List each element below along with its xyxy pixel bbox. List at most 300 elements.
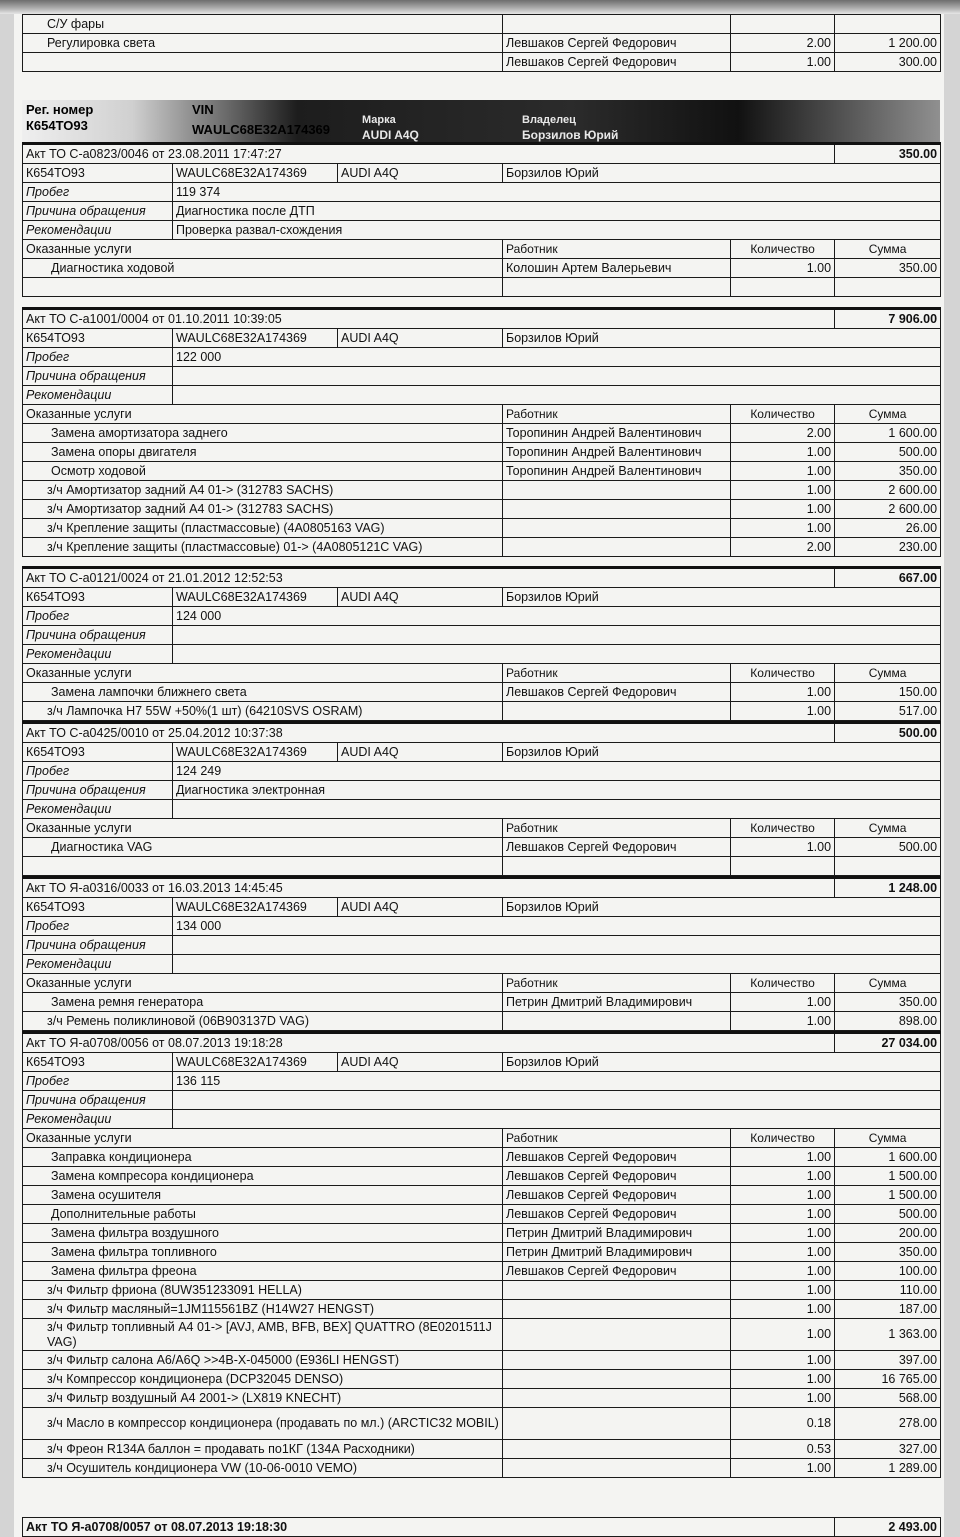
service-name: Замена фильтра воздушного: [23, 1224, 503, 1243]
sum-header: Сумма: [835, 664, 941, 683]
mileage-row: [23, 607, 941, 626]
mileage-value: 134 000: [173, 917, 941, 936]
services-header-row: [23, 1129, 941, 1148]
mileage-value: 136 115: [173, 1072, 941, 1091]
table-row: [23, 1186, 941, 1205]
service-name: Замена опоры двигателя: [23, 443, 503, 462]
reg-number: К654ТО93: [26, 118, 88, 133]
vehicle-row: [23, 164, 941, 183]
reg-number: К654ТО93: [23, 588, 173, 607]
qty-value: 1.00: [731, 1319, 835, 1351]
table-row: [23, 259, 941, 278]
services-header-row: [23, 819, 941, 838]
reason-row: [23, 626, 941, 645]
sum-value: 898.00: [835, 1012, 941, 1031]
qty-value: [731, 15, 835, 34]
col-owner-label: Владелец: [522, 114, 576, 126]
act-title: Акт ТО С-а0425/0010 от 25.04.2012 10:37:38: [23, 723, 835, 743]
make-value: AUDI A4Q: [362, 128, 419, 142]
worker-name: Петрин Дмитрий Владимирович: [503, 1224, 731, 1243]
qty-value: 1.00: [731, 500, 835, 519]
worker-name: [503, 481, 731, 500]
sum-value: 110.00: [835, 1281, 941, 1300]
reason-row: [23, 781, 941, 800]
qty-value: 2.00: [731, 424, 835, 443]
qty-value: 1.00: [731, 519, 835, 538]
table-row: [23, 500, 941, 519]
act-header-row: [23, 1518, 941, 1537]
recommend-row: [23, 800, 941, 819]
qty-header: Количество: [731, 974, 835, 993]
act-title: Акт ТО Я-а0708/0056 от 08.07.2013 19:18:28: [23, 1033, 835, 1053]
sum-value: 1 200.00: [835, 34, 941, 53]
sum-value: 300.00: [835, 53, 941, 72]
sum-value: 16 765.00: [835, 1370, 941, 1389]
service-name: Диагностика VAG: [23, 838, 503, 857]
act-table: [22, 307, 941, 557]
sum-value: 350.00: [835, 1243, 941, 1262]
sum-value: 350.00: [835, 993, 941, 1012]
worker-name: Левшаков Сергей Федорович: [503, 1186, 731, 1205]
owner-value: Борзилов Юрий: [503, 1053, 941, 1072]
col-reg-label: Рег. номер: [26, 102, 94, 117]
sum-value: 230.00: [835, 538, 941, 557]
table-row: [23, 462, 941, 481]
table-row: [23, 424, 941, 443]
service-name: Заправка кондиционера: [23, 1148, 503, 1167]
sum-header: Сумма: [835, 974, 941, 993]
qty-value: 1.00: [731, 1459, 835, 1478]
reason-value: [173, 936, 941, 955]
make-value: AUDI A4Q: [338, 588, 503, 607]
act-table: [22, 142, 941, 297]
worker-name: Левшаков Сергей Федорович: [503, 34, 731, 53]
recommend-value: Проверка развал-схождения: [173, 221, 941, 240]
summary-header: [22, 100, 940, 144]
worker-name: Левшаков Сергей Федорович: [503, 1148, 731, 1167]
act-header-row: [23, 1033, 941, 1053]
table-row: [23, 443, 941, 462]
recommend-value: [173, 800, 941, 819]
act-total: 667.00: [835, 568, 941, 588]
act-title: Акт ТО Я-а0708/0057 от 08.07.2013 19:18:30: [23, 1518, 835, 1537]
worker-name: Торопинин Андрей Валентинович: [503, 462, 731, 481]
worker-name: [503, 1012, 731, 1031]
worker-name: Левшаков Сергей Федорович: [503, 1167, 731, 1186]
owner-value: Борзилов Юрий: [503, 164, 941, 183]
mileage-row: [23, 1072, 941, 1091]
worker-name: Левшаков Сергей Федорович: [503, 53, 731, 72]
services-label: Оказанные услуги: [23, 664, 503, 683]
service-name: з/ч Фильтр топливный А4 01-> [AVJ, AMB, BFB, BEX] QUATTRO (8E0201511J VAG): [23, 1319, 503, 1351]
service-name: Замена амортизатора заднего: [23, 424, 503, 443]
service-name: Осмотр ходовой: [23, 462, 503, 481]
worker-name: Левшаков Сергей Федорович: [503, 1205, 731, 1224]
mileage-value: 124 249: [173, 762, 941, 781]
services-header-row: [23, 240, 941, 259]
mileage-value: 119 374: [173, 183, 941, 202]
worker-name: Петрин Дмитрий Владимирович: [503, 1243, 731, 1262]
reason-row: [23, 367, 941, 386]
sum-value: 1 289.00: [835, 1459, 941, 1478]
sum-value: 397.00: [835, 1351, 941, 1370]
worker-name: [503, 1389, 731, 1408]
mileage-value: 122 000: [173, 348, 941, 367]
col-vin-label: VIN: [192, 102, 214, 117]
sum-value: 278.00: [835, 1408, 941, 1440]
service-name: з/ч Фильтр салона А6/А6Q >>4B-X-045000 (E936LI HENGST): [23, 1351, 503, 1370]
table-row: [23, 1440, 941, 1459]
worker-header: Работник: [503, 240, 731, 259]
services-header-row: [23, 405, 941, 424]
service-name: з/ч Крепление защиты (пластмассовые) 01-> (4A0805121C VAG): [23, 538, 503, 557]
sum-value: 500.00: [835, 838, 941, 857]
reason-row: [23, 1091, 941, 1110]
worker-name: [503, 1440, 731, 1459]
owner-value: Борзилов Юрий: [503, 898, 941, 917]
recommend-row: [23, 386, 941, 405]
worker-name: [503, 702, 731, 721]
worker-name: Торопинин Андрей Валентинович: [503, 443, 731, 462]
make-value: AUDI A4Q: [338, 898, 503, 917]
vehicle-row: [23, 743, 941, 762]
sum-value: 350.00: [835, 259, 941, 278]
mileage-label: Пробег: [23, 348, 173, 367]
act-header-row: [23, 568, 941, 588]
service-name: з/ч Фильтр фриона (8UW351233091 HELLA): [23, 1281, 503, 1300]
mileage-label: Пробег: [23, 762, 173, 781]
table-row: [23, 1243, 941, 1262]
act-total: 500.00: [835, 723, 941, 743]
empty-row: [23, 857, 941, 876]
act-table: [22, 876, 941, 1031]
qty-value: 1.00: [731, 1351, 835, 1370]
qty-header: Количество: [731, 240, 835, 259]
make-value: AUDI A4Q: [338, 1053, 503, 1072]
act-header-row: [23, 723, 941, 743]
sum-header: Сумма: [835, 405, 941, 424]
sum-header: Сумма: [835, 240, 941, 259]
mileage-label: Пробег: [23, 1072, 173, 1091]
act-total: 350.00: [835, 144, 941, 164]
qty-value: 1.00: [731, 1243, 835, 1262]
qty-value: 0.53: [731, 1440, 835, 1459]
qty-value: 1.00: [731, 1012, 835, 1031]
reason-label: Причина обращения: [23, 626, 173, 645]
qty-header: Количество: [731, 664, 835, 683]
service-name: з/ч Крепление защиты (пластмассовые) (4A0805163 VAG): [23, 519, 503, 538]
service-name: з/ч Масло в компрессор кондиционера (продавать по мл.) (ARCTIC32 MOBIL): [23, 1408, 503, 1440]
owner-value: Борзилов Юрий: [522, 128, 619, 142]
reason-label: Причина обращения: [23, 936, 173, 955]
reason-label: Причина обращения: [23, 781, 173, 800]
qty-header: Количество: [731, 819, 835, 838]
recommend-row: [23, 955, 941, 974]
reason-value: Диагностика после ДТП: [173, 202, 941, 221]
qty-header: Количество: [731, 1129, 835, 1148]
qty-value: 1.00: [731, 702, 835, 721]
worker-name: [503, 1281, 731, 1300]
table-row: [23, 1389, 941, 1408]
service-name: Замена фильтра фреона: [23, 1262, 503, 1281]
sum-value: 1 363.00: [835, 1319, 941, 1351]
sum-header: Сумма: [835, 819, 941, 838]
recommend-row: [23, 221, 941, 240]
worker-header: Работник: [503, 405, 731, 424]
reason-row: [23, 202, 941, 221]
sum-value: 2 600.00: [835, 481, 941, 500]
service-name: Регулировка света: [23, 34, 503, 53]
owner-value: Борзилов Юрий: [503, 743, 941, 762]
act-total: 2 493.00: [835, 1518, 941, 1537]
table-row: [23, 481, 941, 500]
sum-value: 26.00: [835, 519, 941, 538]
qty-value: 1.00: [731, 1167, 835, 1186]
worker-name: [503, 500, 731, 519]
service-name: Замена ремня генератора: [23, 993, 503, 1012]
service-name: з/ч Фильтр воздушный А4 2001-> (LX819 KNECHT): [23, 1389, 503, 1408]
vin-value: WAULC68E32A174369: [173, 898, 338, 917]
qty-header: Количество: [731, 405, 835, 424]
worker-name: Левшаков Сергей Федорович: [503, 1262, 731, 1281]
reg-number: К654ТО93: [23, 329, 173, 348]
sum-value: 1 500.00: [835, 1186, 941, 1205]
qty-value: 1.00: [731, 259, 835, 278]
owner-value: Борзилов Юрий: [503, 329, 941, 348]
act-header-row: [23, 878, 941, 898]
table-row: [23, 1300, 941, 1319]
qty-value: 1.00: [731, 1262, 835, 1281]
sum-value: 150.00: [835, 683, 941, 702]
sum-header: Сумма: [835, 1129, 941, 1148]
mileage-label: Пробег: [23, 183, 173, 202]
table-row: [23, 519, 941, 538]
service-name: [23, 53, 503, 72]
sum-value: 1 600.00: [835, 424, 941, 443]
footer-act-table: [22, 1517, 941, 1537]
sum-value: 500.00: [835, 443, 941, 462]
act-total: 7 906.00: [835, 309, 941, 329]
worker-name: Петрин Дмитрий Владимирович: [503, 993, 731, 1012]
vehicle-row: [23, 1053, 941, 1072]
table-row: [23, 15, 941, 34]
vehicle-row: [23, 329, 941, 348]
sum-value: 568.00: [835, 1389, 941, 1408]
torn-top-edge: [0, 0, 960, 14]
service-name: С/У фары: [23, 15, 503, 34]
mileage-row: [23, 762, 941, 781]
recommend-label: Рекомендации: [23, 955, 173, 974]
worker-name: [503, 519, 731, 538]
vin-value: WAULC68E32A174369: [173, 164, 338, 183]
table-row: [23, 1012, 941, 1031]
recommend-label: Рекомендации: [23, 800, 173, 819]
qty-value: 1.00: [731, 1389, 835, 1408]
worker-name: Торопинин Андрей Валентинович: [503, 424, 731, 443]
service-name: Диагностика ходовой: [23, 259, 503, 278]
worker-name: Колошин Артем Валерьевич: [503, 259, 731, 278]
worker-header: Работник: [503, 1129, 731, 1148]
table-row: [23, 34, 941, 53]
qty-value: 1.00: [731, 838, 835, 857]
worker-name: Левшаков Сергей Федорович: [503, 838, 731, 857]
qty-value: 1.00: [731, 1300, 835, 1319]
worker-name: [503, 1351, 731, 1370]
table-row: [23, 1319, 941, 1351]
service-name: Замена компресора кондиционера: [23, 1167, 503, 1186]
worker-name: [503, 1459, 731, 1478]
qty-value: 1.00: [731, 1186, 835, 1205]
table-row: [23, 1205, 941, 1224]
recommend-row: [23, 645, 941, 664]
service-name: з/ч Ремень поликлиновой (06B903137D VAG): [23, 1012, 503, 1031]
worker-name: [503, 1300, 731, 1319]
act-header-row: [23, 309, 941, 329]
table-row: [23, 1459, 941, 1478]
make-value: AUDI A4Q: [338, 164, 503, 183]
vin-value: WAULC68E32A174369: [173, 1053, 338, 1072]
qty-value: 2.00: [731, 538, 835, 557]
act-title: Акт ТО Я-а0316/0033 от 16.03.2013 14:45:45: [23, 878, 835, 898]
recommend-label: Рекомендации: [23, 221, 173, 240]
sum-value: 500.00: [835, 1205, 941, 1224]
service-name: з/ч Амортизатор задний А4 01-> (312783 SACHS): [23, 481, 503, 500]
vin-value: WAULC68E32A174369: [173, 588, 338, 607]
reg-number: К654ТО93: [23, 164, 173, 183]
qty-value: 1.00: [731, 993, 835, 1012]
worker-name: [503, 1408, 731, 1440]
qty-value: 2.00: [731, 34, 835, 53]
worker-header: Работник: [503, 974, 731, 993]
vin-value: WAULC68E32A174369: [173, 329, 338, 348]
sum-value: 2 600.00: [835, 500, 941, 519]
services-header-row: [23, 974, 941, 993]
services-label: Оказанные услуги: [23, 819, 503, 838]
reason-label: Причина обращения: [23, 1091, 173, 1110]
table-row: [23, 702, 941, 721]
table-row: [23, 683, 941, 702]
worker-header: Работник: [503, 819, 731, 838]
qty-value: 1.00: [731, 1281, 835, 1300]
worker-name: [503, 1319, 731, 1351]
table-row: [23, 838, 941, 857]
service-name: з/ч Осушитель кондиционера VW (10-06-0010 VEMO): [23, 1459, 503, 1478]
vin-value: WAULC68E32A174369: [192, 122, 331, 137]
mileage-row: [23, 183, 941, 202]
reason-value: [173, 626, 941, 645]
recommend-value: [173, 386, 941, 405]
service-name: Замена осушителя: [23, 1186, 503, 1205]
reason-value: Диагностика электронная: [173, 781, 941, 800]
services-label: Оказанные услуги: [23, 240, 503, 259]
reg-number: К654ТО93: [23, 1053, 173, 1072]
reason-value: [173, 1091, 941, 1110]
sum-value: 1 600.00: [835, 1148, 941, 1167]
recommend-value: [173, 645, 941, 664]
service-name: Дополнительные работы: [23, 1205, 503, 1224]
qty-value: 1.00: [731, 1205, 835, 1224]
service-name: з/ч Амортизатор задний А4 01-> (312783 SACHS): [23, 500, 503, 519]
act-header-row: [23, 144, 941, 164]
services-label: Оказанные услуги: [23, 405, 503, 424]
qty-value: 1.00: [731, 1148, 835, 1167]
recommend-value: [173, 955, 941, 974]
table-row: [23, 1370, 941, 1389]
sum-value: 1 500.00: [835, 1167, 941, 1186]
sum-value: 100.00: [835, 1262, 941, 1281]
reg-number: К654ТО93: [23, 743, 173, 762]
table-row: [23, 1167, 941, 1186]
table-row: [23, 1351, 941, 1370]
make-value: AUDI A4Q: [338, 329, 503, 348]
act-title: Акт ТО С-а1001/0004 от 01.10.2011 10:39:05: [23, 309, 835, 329]
service-name: з/ч Фильтр масляный=1JM115561BZ (H14W27 HENGST): [23, 1300, 503, 1319]
service-name: з/ч Компрессор кондиционера (DCP32045 DENSO): [23, 1370, 503, 1389]
sum-value: 187.00: [835, 1300, 941, 1319]
qty-value: 1.00: [731, 1370, 835, 1389]
table-row: [23, 993, 941, 1012]
act-title: Акт ТО С-а0823/0046 от 23.08.2011 17:47:27: [23, 144, 835, 164]
sum-value: 517.00: [835, 702, 941, 721]
table-row: [23, 1262, 941, 1281]
sum-value: 200.00: [835, 1224, 941, 1243]
act-title: Акт ТО С-а0121/0024 от 21.01.2012 12:52:53: [23, 568, 835, 588]
mileage-value: 124 000: [173, 607, 941, 626]
service-name: Замена лампочки ближнего света: [23, 683, 503, 702]
sum-value: [835, 15, 941, 34]
act-total: 27 034.00: [835, 1033, 941, 1053]
mileage-row: [23, 348, 941, 367]
act-table: [22, 1031, 941, 1478]
recommend-label: Рекомендации: [23, 386, 173, 405]
qty-value: 1.00: [731, 443, 835, 462]
table-row: [23, 1148, 941, 1167]
vehicle-row: [23, 588, 941, 607]
reason-label: Причина обращения: [23, 202, 173, 221]
services-label: Оказанные услуги: [23, 974, 503, 993]
act-table: [22, 566, 941, 721]
qty-value: 1.00: [731, 462, 835, 481]
reason-row: [23, 936, 941, 955]
qty-value: 1.00: [731, 53, 835, 72]
services-header-row: [23, 664, 941, 683]
table-row: [23, 1224, 941, 1243]
table-row: [23, 1408, 941, 1440]
table-row: [23, 1281, 941, 1300]
worker-name: [503, 538, 731, 557]
recommend-label: Рекомендации: [23, 1110, 173, 1129]
vehicle-row: [23, 898, 941, 917]
top-continuation-table: [22, 14, 941, 72]
mileage-label: Пробег: [23, 607, 173, 626]
worker-name: Левшаков Сергей Федорович: [503, 683, 731, 702]
table-row: [23, 538, 941, 557]
worker-header: Работник: [503, 664, 731, 683]
sum-value: 327.00: [835, 1440, 941, 1459]
recommend-row: [23, 1110, 941, 1129]
recommend-value: [173, 1110, 941, 1129]
reason-value: [173, 367, 941, 386]
service-name: з/ч Лампочка Н7 55W +50%(1 шт) (64210SVS OSRAM): [23, 702, 503, 721]
empty-row: [23, 278, 941, 297]
qty-value: 1.00: [731, 683, 835, 702]
table-row: [23, 53, 941, 72]
worker-name: [503, 1370, 731, 1389]
service-name: Замена фильтра топливного: [23, 1243, 503, 1262]
make-value: AUDI A4Q: [338, 743, 503, 762]
qty-value: 1.00: [731, 1224, 835, 1243]
mileage-label: Пробег: [23, 917, 173, 936]
